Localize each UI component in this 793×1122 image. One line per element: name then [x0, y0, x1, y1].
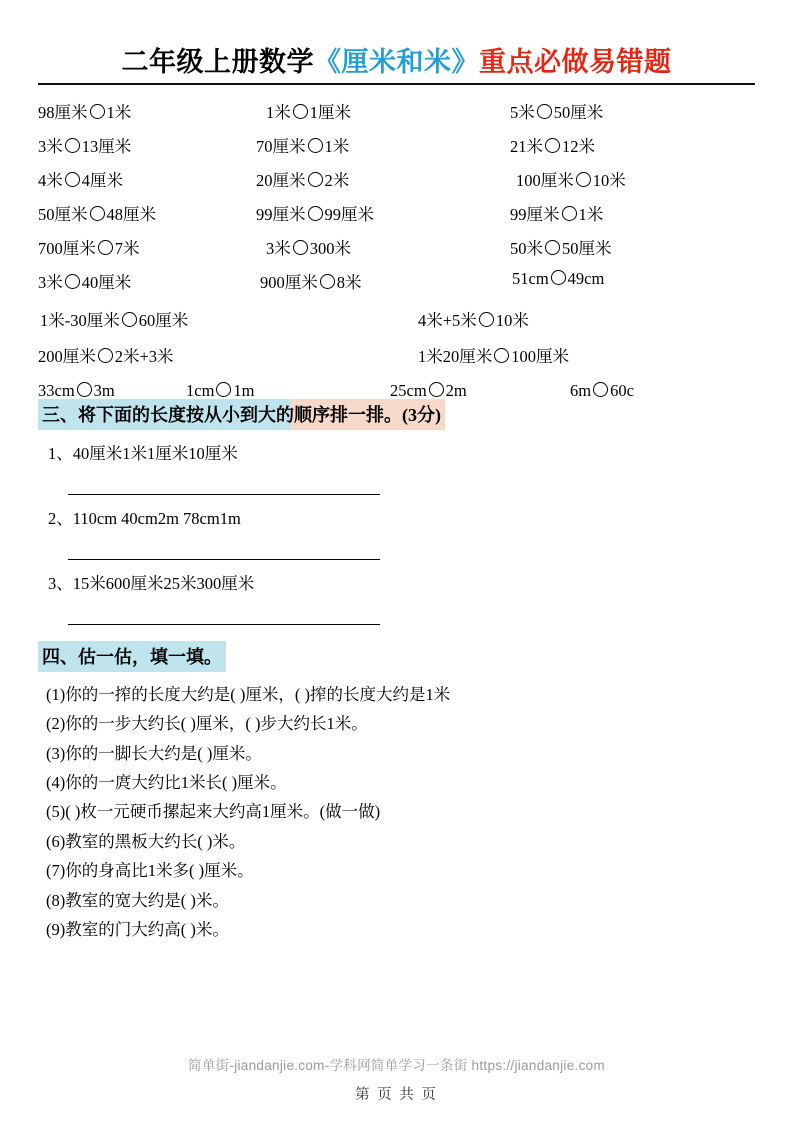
comparison-item: [38, 343, 174, 367]
comparison-item: [512, 269, 604, 289]
comparison-item: [38, 167, 123, 191]
comparison-left-value: 50米: [510, 239, 543, 258]
section-4: [38, 641, 755, 944]
section-4-item: (4)你的一庹大约比1米长( )厘米。: [46, 773, 287, 793]
comparison-circle-blank[interactable]: [77, 382, 92, 397]
comparison-item: [510, 99, 603, 123]
section-3-heading: 三、将下面的长度按从小到大的顺序排一排。(3分): [38, 399, 445, 430]
section-3-answer-line-1[interactable]: [68, 464, 380, 495]
title-part-emphasis: 重点必做易错题: [479, 47, 672, 77]
section-4-item: (7)你的身高比1米多( )厘米。: [46, 861, 254, 881]
comparison-item: [266, 235, 351, 259]
comparison-circle-blank[interactable]: [545, 240, 560, 255]
comparison-item: [510, 201, 603, 225]
comparison-right-value: 13厘米: [81, 137, 132, 156]
comparison-right-value: 60厘米: [138, 311, 189, 330]
section-3-answer-line-2[interactable]: [68, 529, 380, 560]
comparison-item: [510, 133, 595, 157]
comparison-right-value: 100厘米: [511, 347, 569, 366]
comparison-right-value: 10米: [495, 311, 529, 330]
footer-site-text: 简单街-jiandanjie.com-学科网简单学习一条街 https://jiandanjie.com: [188, 1058, 605, 1073]
comparison-left-value: 21米: [510, 137, 543, 156]
comparison-circle-blank[interactable]: [494, 348, 509, 363]
comparison-circle-blank[interactable]: [479, 312, 494, 327]
comparison-left-value: 4米: [38, 171, 63, 190]
comparison-circle-blank[interactable]: [320, 274, 335, 289]
comparison-circle-blank[interactable]: [216, 382, 231, 397]
comparison-item: [390, 381, 467, 401]
comparison-right-value: 3m: [93, 381, 115, 400]
section-3-question-3: 3、15米600厘米25米300厘米: [48, 574, 255, 593]
comparison-left-value: 1米: [266, 103, 291, 122]
comparison-item: [418, 307, 529, 331]
comparison-item: [186, 381, 255, 401]
comparison-item: [38, 269, 131, 293]
title-divider: [38, 83, 755, 85]
page-footer: [0, 1054, 793, 1104]
section-4-item: (3)你的一脚长大约是( )厘米。: [46, 743, 262, 763]
comparison-right-value: 300米: [309, 239, 351, 258]
comparison-right-value: 8米: [336, 273, 362, 292]
comparison-right-value: 1米: [324, 137, 350, 156]
comparison-circle-blank[interactable]: [98, 348, 113, 363]
comparison-circle-blank[interactable]: [98, 240, 113, 255]
comparison-right-value: 1m: [233, 381, 255, 400]
comparison-circle-blank[interactable]: [593, 382, 608, 397]
comparison-left-value: 99厘米: [510, 205, 560, 224]
comparison-right-value: 40厘米: [81, 273, 132, 292]
comparison-right-value: 1米: [106, 103, 132, 122]
comparison-circle-blank[interactable]: [65, 138, 80, 153]
comparison-left-value: 51cm: [512, 269, 549, 288]
comparison-circle-blank[interactable]: [551, 270, 566, 285]
comparison-right-value: 10米: [592, 171, 626, 190]
comparison-item: [418, 343, 569, 367]
comparison-exercise-block: [38, 99, 755, 399]
comparison-right-value: 50厘米: [553, 103, 604, 122]
comparison-right-value: 2m: [445, 381, 467, 400]
comparison-item: [38, 99, 131, 123]
title-part-topic: 《厘米和米》: [314, 47, 479, 77]
comparison-circle-blank[interactable]: [90, 104, 105, 119]
comparison-left-value: 25cm: [390, 381, 427, 400]
section-4-item: (2)你的一步大约长( )厘米，( )步大约长1米。: [46, 714, 368, 734]
comparison-circle-blank[interactable]: [576, 172, 591, 187]
comparison-circle-blank[interactable]: [308, 138, 323, 153]
comparison-circle-blank[interactable]: [308, 172, 323, 187]
comparison-right-value: 1厘米: [309, 103, 351, 122]
comparison-right-value: 48厘米: [106, 205, 156, 224]
comparison-left-value: 900厘米: [260, 273, 318, 292]
comparison-circle-blank[interactable]: [308, 206, 323, 221]
comparison-circle-blank[interactable]: [293, 240, 308, 255]
section-4-item: (8)教室的宽大约是( )米。: [46, 890, 229, 910]
title-part-grade: 二年级上册数学: [121, 47, 314, 77]
comparison-item: [510, 235, 612, 259]
comparison-circle-blank[interactable]: [562, 206, 577, 221]
comparison-left-value: 99厘米: [256, 205, 306, 224]
comparison-left-value: 33cm: [38, 381, 75, 400]
section-3-question-1: 1、40厘米1米1厘米10厘米: [48, 444, 238, 463]
comparison-right-value: 4厘米: [81, 171, 123, 190]
comparison-circle-blank[interactable]: [537, 104, 552, 119]
comparison-right-value: 60c: [610, 381, 634, 400]
comparison-item: [570, 381, 634, 401]
comparison-left-value: 4米+5米: [418, 311, 477, 330]
comparison-right-value: 1米: [578, 205, 604, 224]
section-4-item-list: [46, 680, 755, 944]
comparison-right-value: 50厘米: [562, 239, 612, 258]
comparison-left-value: 700厘米: [38, 239, 96, 258]
comparison-circle-blank[interactable]: [293, 104, 308, 119]
comparison-left-value: 70厘米: [256, 137, 306, 156]
comparison-left-value: 200厘米: [38, 347, 96, 366]
comparison-left-value: 50厘米: [38, 205, 88, 224]
comparison-item: [38, 235, 140, 259]
section-4-item: (5)( )枚一元硬币摞起来大约高1厘米。(做一做): [46, 802, 381, 822]
comparison-left-value: 1米-30厘米: [40, 311, 120, 330]
comparison-left-value: 98厘米: [38, 103, 88, 122]
footer-page-number: 第 页 共 页: [355, 1087, 438, 1103]
comparison-circle-blank[interactable]: [429, 382, 444, 397]
section-4-item: (6)教室的黑板大约长( )米。: [46, 831, 246, 851]
comparison-item: [40, 307, 188, 331]
comparison-right-value: 99厘米: [324, 205, 374, 224]
comparison-left-value: 3米: [38, 273, 63, 292]
comparison-right-value: 2米+3米: [114, 347, 174, 366]
comparison-item: [516, 167, 626, 191]
comparison-left-value: 100厘米: [516, 171, 574, 190]
section-3-answer-line-3[interactable]: [68, 594, 380, 625]
comparison-right-value: 2米: [324, 171, 350, 190]
comparison-left-value: 5米: [510, 103, 535, 122]
comparison-right-value: 12米: [562, 137, 595, 156]
comparison-right-value: 7米: [114, 239, 140, 258]
section-3: [38, 399, 755, 625]
comparison-item: [38, 133, 131, 157]
comparison-item: [256, 167, 349, 191]
comparison-item: [256, 201, 374, 225]
comparison-item: [38, 201, 156, 225]
comparison-circle-blank[interactable]: [545, 138, 560, 153]
comparison-left-value: 6m: [570, 381, 592, 400]
comparison-left-value: 1米20厘米: [418, 347, 493, 366]
comparison-left-value: 20厘米: [256, 171, 306, 190]
comparison-item: [260, 269, 362, 293]
comparison-right-value: 49cm: [567, 269, 605, 288]
comparison-circle-blank[interactable]: [90, 206, 105, 221]
comparison-left-value: 3米: [38, 137, 63, 156]
section-4-heading: 四、估一估，填一填。: [38, 641, 226, 672]
section-4-item: (9)教室的门大约高( )米。: [46, 919, 229, 939]
comparison-circle-blank[interactable]: [65, 172, 80, 187]
page-title: [38, 40, 755, 79]
comparison-item: [256, 133, 349, 157]
section-4-item: (1)你的一搾的长度大约是( )厘米，( )搾的长度大约是1米: [46, 685, 451, 704]
comparison-circle-blank[interactable]: [65, 274, 80, 289]
comparison-left-value: 3米: [266, 239, 291, 258]
comparison-circle-blank[interactable]: [122, 312, 137, 327]
comparison-left-value: 1cm: [186, 381, 215, 400]
comparison-item: [266, 99, 351, 123]
comparison-item: [38, 381, 115, 401]
section-3-question-2: 2、110cm 40cm2m 78cm1m: [48, 509, 241, 528]
